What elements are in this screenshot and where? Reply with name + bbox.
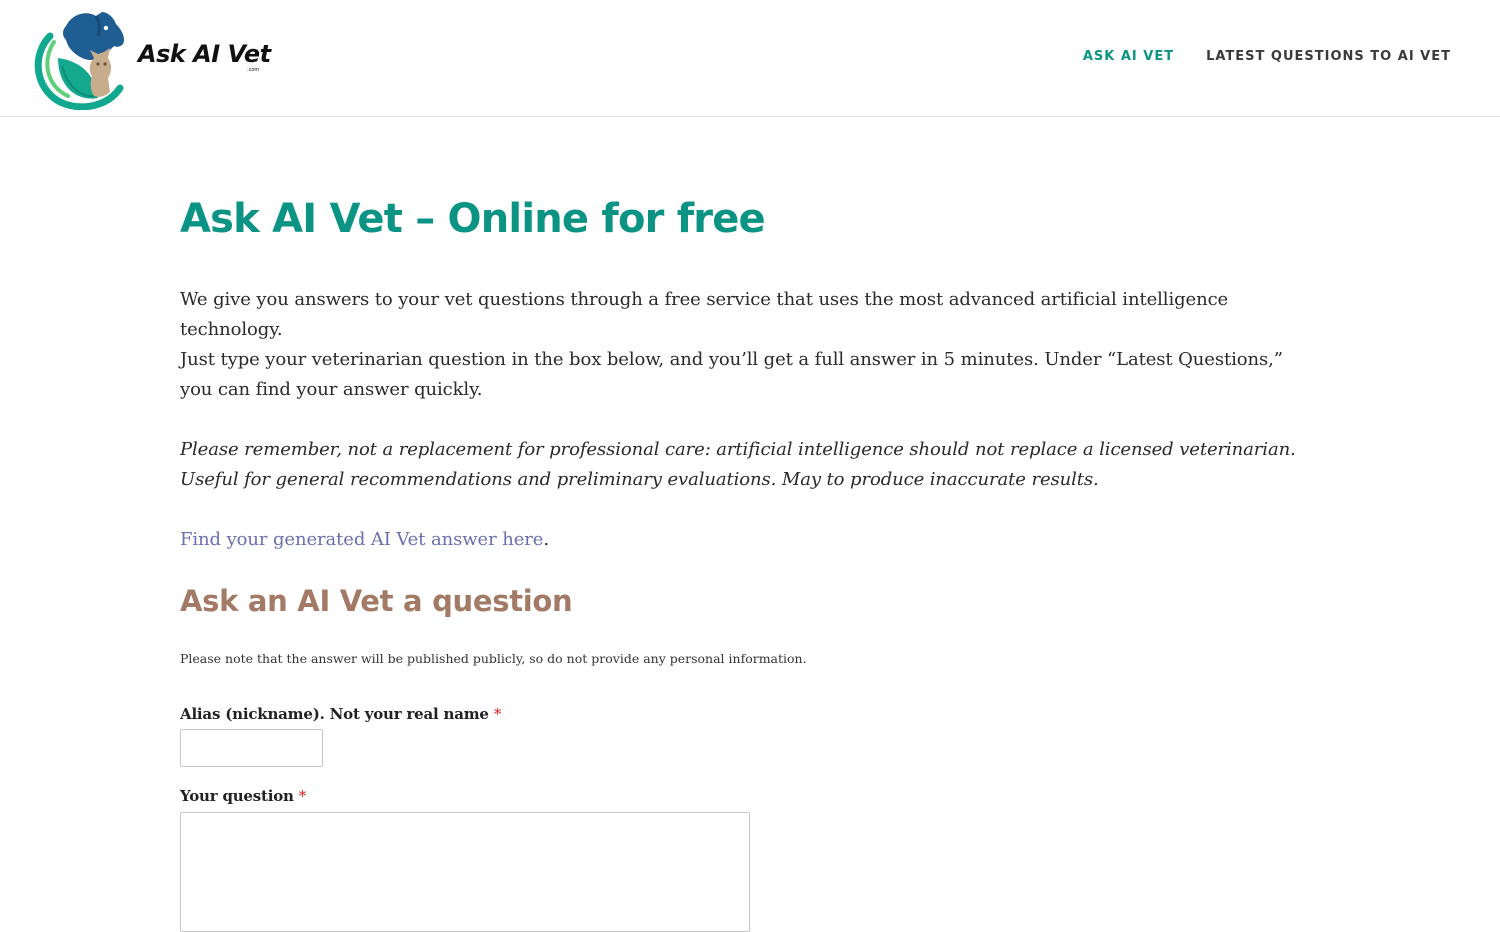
required-marker: * (298, 787, 307, 805)
alias-input[interactable] (180, 729, 323, 767)
question-label-text: Your question (180, 787, 294, 805)
logo-wordmark: Ask AI Vet (138, 40, 271, 68)
nav-ask-ai-vet[interactable]: ASK AI VET (1082, 49, 1175, 64)
logo-domain-suffix: .com (247, 67, 260, 73)
answer-link-period: . (543, 529, 549, 550)
required-marker: * (493, 705, 502, 723)
privacy-note: Please note that the answer will be published publicly, so do not provide any personal information. (180, 651, 807, 666)
site-logo-link[interactable] (28, 6, 271, 110)
nav-latest-questions[interactable]: LATEST QUESTIONS TO AI VET (1206, 49, 1451, 64)
intro-paragraph: We give you answers to your vet questions through a free service that uses the most advanced artificial intelligence technology. (180, 289, 1229, 340)
site-header (0, 0, 1500, 117)
disclaimer-paragraph: Please remember, not a replacement for professional care: artificial intelligence should not replace a licensed veterinarian. Useful for general recommendations and preliminary evaluations. May to produce inaccurate results. (180, 439, 1296, 490)
alias-label-text: Alias (nickname). Not your real name (180, 705, 489, 723)
page-title: Ask AI Vet – Online for free (180, 196, 765, 242)
question-textarea[interactable] (180, 812, 750, 932)
instructions-paragraph: Just type your veterinarian question in the box below, and you’ll get a full answer in 5 minutes. Under “Latest Questions,” you can find your answer quickly. (180, 349, 1283, 400)
question-label (180, 787, 306, 805)
alias-label (180, 705, 501, 723)
find-answer-link[interactable]: Find your generated AI Vet answer here (180, 529, 544, 550)
answer-link-paragraph (180, 525, 1320, 555)
main-navigation (1083, 49, 1451, 64)
question-section-title: Ask an AI Vet a question (180, 584, 573, 618)
dog-cat-logo-icon (28, 6, 140, 110)
